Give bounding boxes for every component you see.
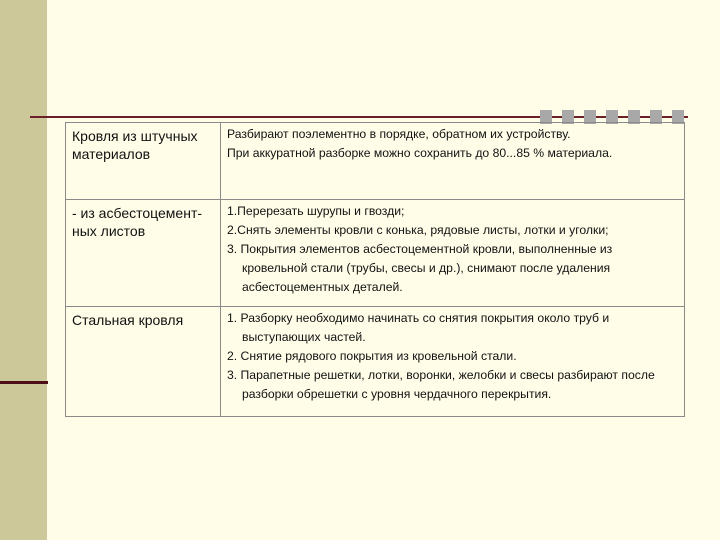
bottom-left-divider: [0, 381, 48, 384]
description-line: 2. Снятие рядового покрытия из кровельной стали.: [227, 349, 517, 363]
table-row: [66, 123, 685, 200]
left-decor-bar: [0, 0, 47, 540]
description-line: 3. Парапетные решетки, лотки, воронки, желобки и свесы разбирают после разборки обрешетки с уровня чердачного перекрытия.: [227, 368, 655, 401]
description-line: При аккуратной разборке можно сохранить до 80...85 % материала.: [227, 146, 613, 160]
roof-dismantling-table: [65, 122, 685, 417]
row-name: Стальная кровля: [72, 312, 184, 328]
description-line: 3. Покрытия элементов асбестоцементной кровли, выполненные из кровельной стали (трубы, свесы и др.), снимают после удаления асбестоцементных деталей.: [227, 242, 613, 294]
row-name: - из асбестоцемент-ных листов: [72, 205, 203, 239]
row-description-cell: [221, 123, 685, 200]
description-line: 2.Снять элементы кровли с конька, рядовые листы, лотки и уголки;: [227, 223, 609, 237]
description-line: 1. Разборку необходимо начинать со снятия покрытия около труб и выступающих частей.: [227, 311, 610, 344]
row-name: Кровля из штучных материалов: [72, 128, 198, 162]
description-line: Разбирают поэлементно в порядке, обратном их устройству.: [227, 127, 571, 141]
row-description-cell: [221, 307, 685, 417]
row-name-cell: [66, 123, 221, 200]
row-name-cell: [66, 200, 221, 307]
table-row: [66, 307, 685, 417]
description-line: 1.Перерезать шурупы и гвозди;: [227, 204, 405, 218]
row-description-cell: [221, 200, 685, 307]
row-name-cell: [66, 307, 221, 417]
table-row: [66, 200, 685, 307]
